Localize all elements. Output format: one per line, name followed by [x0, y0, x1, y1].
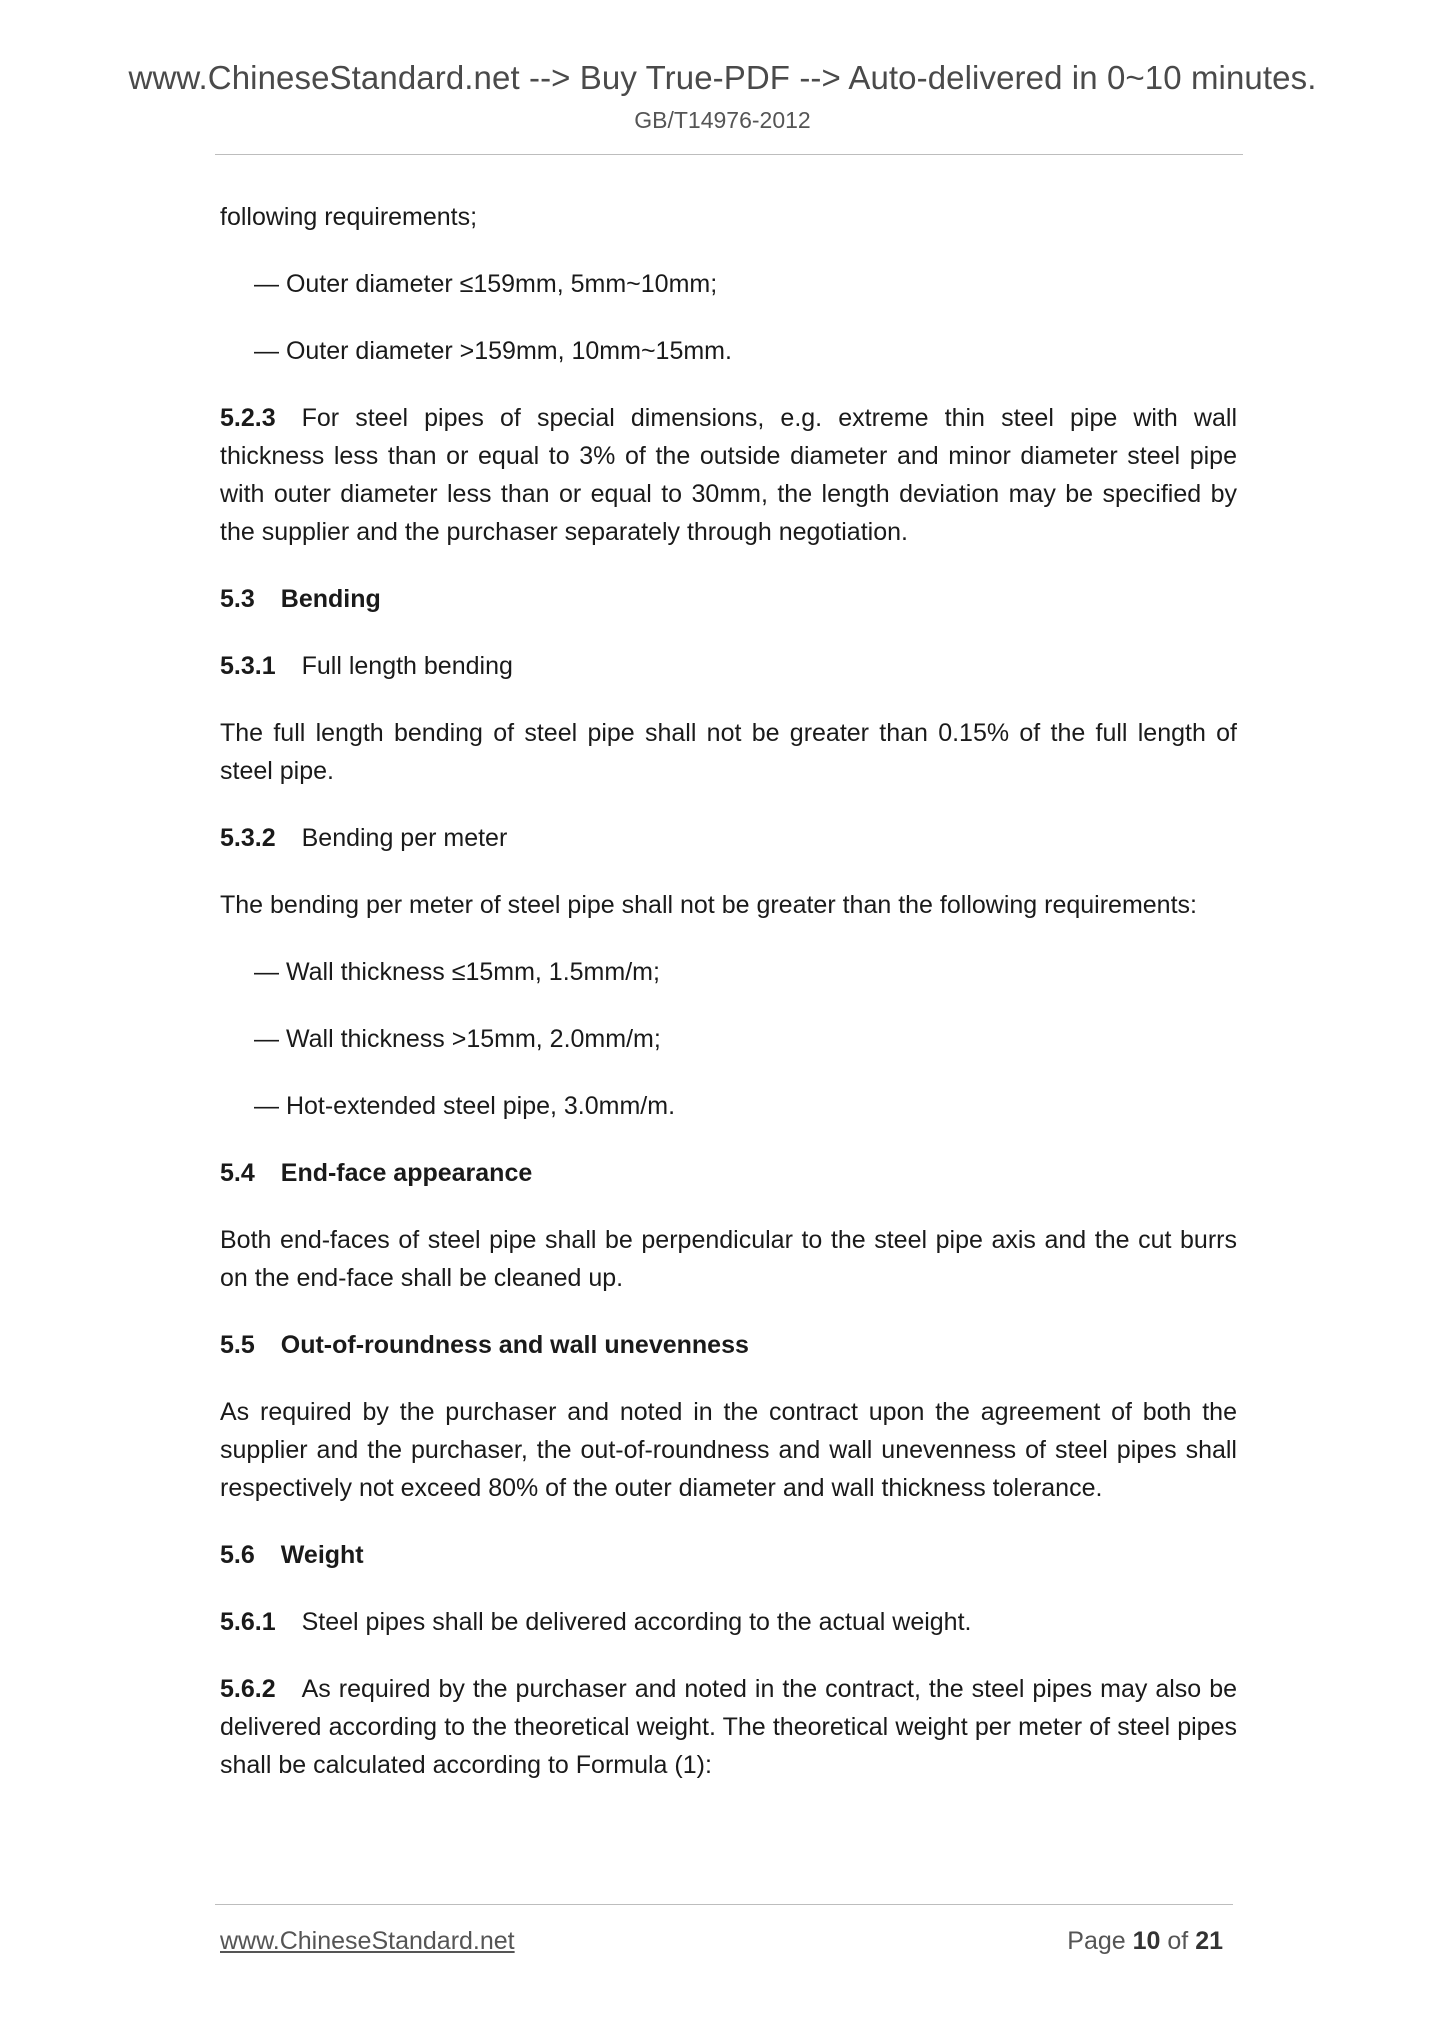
section-number: 5.4	[220, 1159, 255, 1187]
page-header	[0, 58, 1445, 134]
section-heading-5-6	[220, 1536, 1237, 1574]
section-title: Out-of-roundness and wall unevenness	[280, 1331, 749, 1359]
section-number: 5.5	[220, 1331, 255, 1359]
list-item: — Wall thickness >15mm, 2.0mm/m;	[254, 1025, 661, 1053]
list-item: — Outer diameter ≤159mm, 5mm~10mm;	[254, 270, 718, 298]
clause-text: As required by the purchaser and noted in the contract, the steel pipes may also be delivered according to the theoretical weight. The theoretical weight per meter of steel pipes shall be calculated according to Formula (1):	[220, 1675, 1237, 1779]
page-label: Page	[1067, 1927, 1126, 1955]
clause-text: Steel pipes shall be delivered according to the actual weight.	[301, 1608, 972, 1636]
page-of: of	[1167, 1927, 1189, 1955]
paragraph: The bending per meter of steel pipe shall not be greater than the following requirements:	[220, 891, 1197, 919]
page-indicator	[1067, 1925, 1223, 1957]
section-title: Bending	[280, 585, 381, 613]
clause-text: For steel pipes of special dimensions, e.g. extreme thin steel pipe with wall thickness less than or equal to 3% of the outside diameter and minor diameter steel pipe with outer diameter less than or equal to 30mm, the length deviation may be specified by the supplier and the purchaser separately through negotiation.	[220, 404, 1237, 546]
clause-5-2-3	[220, 399, 1237, 551]
paragraph: Both end-faces of steel pipe shall be perpendicular to the steel pipe axis and the cut burrs on the end-face shall be cleaned up.	[220, 1226, 1237, 1292]
clause-5-3-2	[220, 819, 1237, 857]
clause-number: 5.6.1	[220, 1608, 276, 1636]
page-total: 21	[1195, 1927, 1223, 1955]
list-item: — Outer diameter >159mm, 10mm~15mm.	[254, 337, 732, 365]
clause-number: 5.6.2	[220, 1675, 276, 1703]
clause-number: 5.3.1	[220, 652, 276, 680]
paragraph: As required by the purchaser and noted in the contract upon the agreement of both the supplier and the purchaser, the out-of-roundness and wall unevenness of steel pipes shall respectively not exceed 80% of the outer diameter and wall thickness tolerance.	[220, 1398, 1237, 1502]
section-heading-5-4	[220, 1154, 1237, 1192]
footer-site-link[interactable]: www.ChineseStandard.net	[220, 1927, 515, 1955]
section-title: End-face appearance	[280, 1159, 533, 1187]
header-divider	[215, 154, 1243, 155]
document-id: GB/T14976-2012	[634, 107, 811, 133]
section-number: 5.6	[220, 1541, 255, 1569]
paragraph: The full length bending of steel pipe shall not be greater than 0.15% of the full length of steel pipe.	[220, 719, 1237, 785]
clause-title: Bending per meter	[301, 824, 508, 852]
section-number: 5.3	[220, 585, 255, 613]
clause-title: Full length bending	[301, 652, 513, 680]
list-item: — Wall thickness ≤15mm, 1.5mm/m;	[254, 958, 660, 986]
clause-5-6-2	[220, 1670, 1237, 1784]
section-title: Weight	[280, 1541, 364, 1569]
header-title: www.ChineseStandard.net --> Buy True-PDF --> Auto-delivered in 0~10 minutes.	[128, 59, 1317, 96]
clause-5-3-1	[220, 647, 1237, 685]
list-item: — Hot-extended steel pipe, 3.0mm/m.	[254, 1092, 676, 1120]
paragraph: following requirements;	[220, 203, 478, 231]
section-heading-5-5	[220, 1326, 1237, 1364]
clause-number: 5.3.2	[220, 824, 276, 852]
footer-divider	[215, 1904, 1233, 1905]
section-heading-5-3	[220, 580, 1237, 618]
page-current: 10	[1132, 1927, 1161, 1955]
clause-number: 5.2.3	[220, 404, 276, 432]
document-body	[220, 198, 1237, 1784]
clause-5-6-1	[220, 1603, 1237, 1641]
